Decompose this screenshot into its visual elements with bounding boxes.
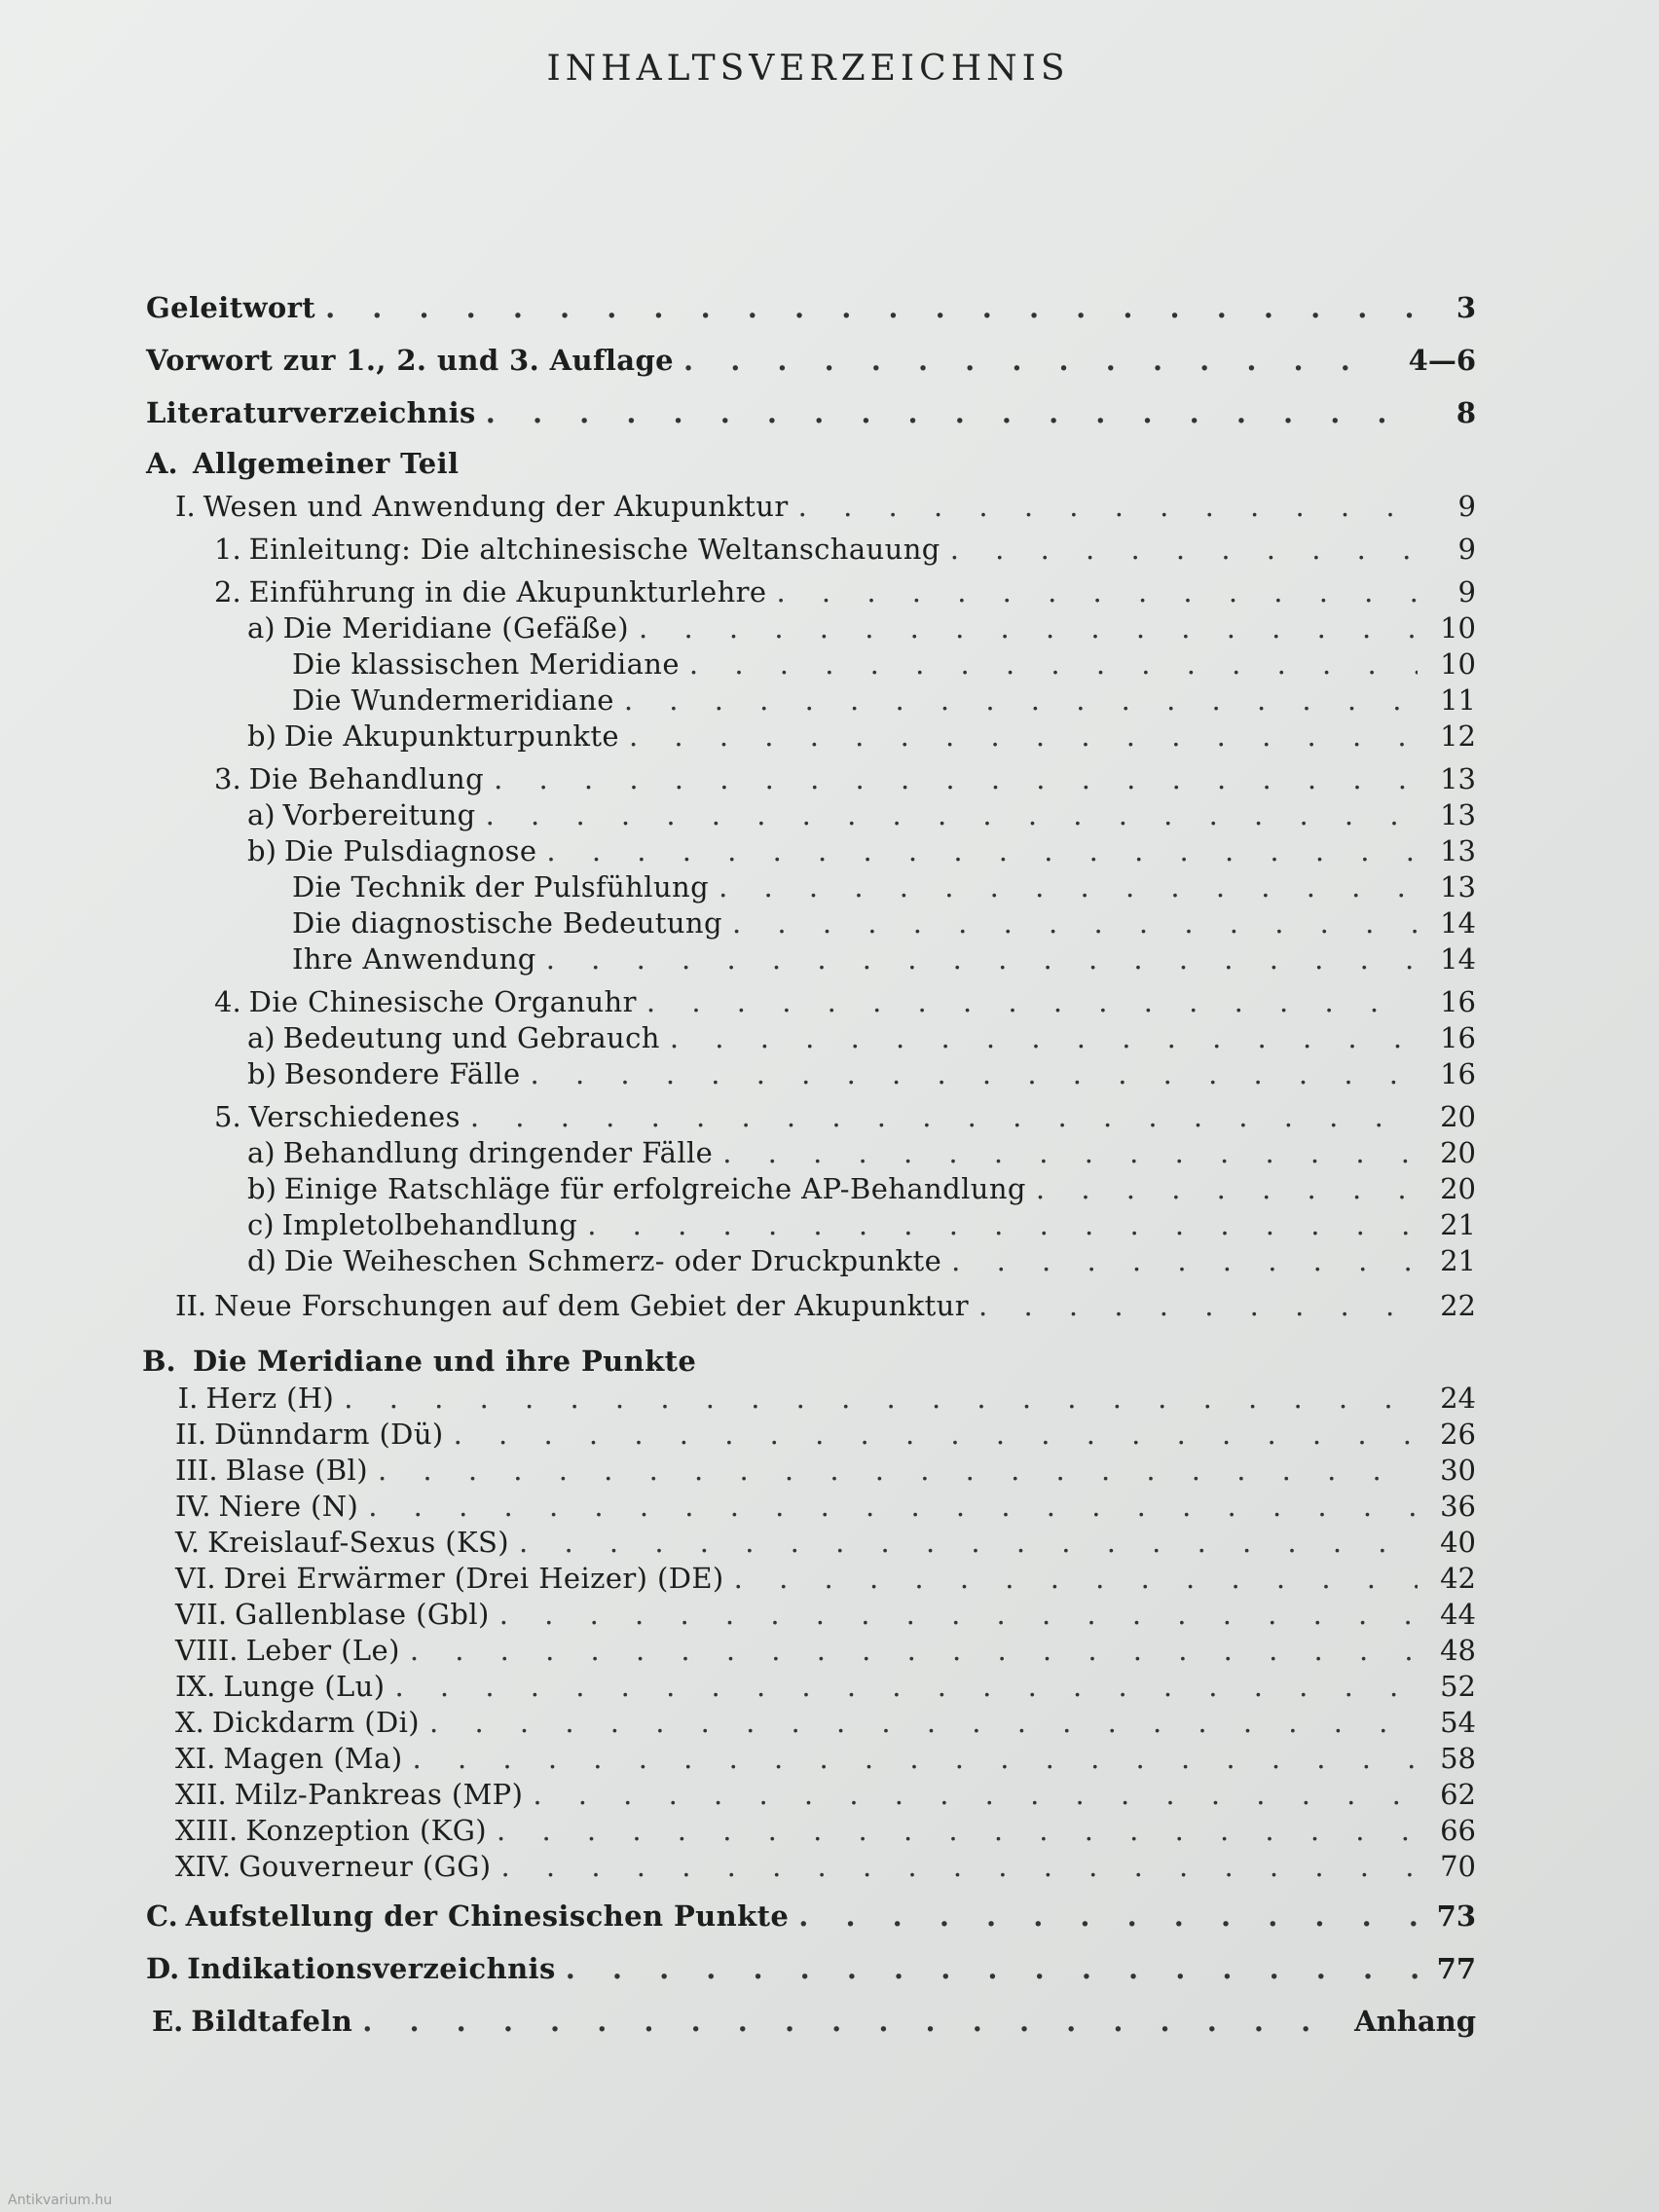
toc-entry-number: 3.: [214, 762, 241, 795]
toc-entry-number: IX.: [175, 1670, 216, 1703]
leader-dots: [777, 574, 1419, 609]
toc-entry-number: b): [247, 1057, 276, 1090]
toc-entry-label: Niere (N): [218, 1490, 359, 1523]
toc-entry: [0, 1243, 1476, 1278]
toc-entry: [0, 1561, 1476, 1596]
toc-entry-vorwort: [0, 343, 1476, 378]
toc-entry-label: Die Meridiane (Gefäße): [282, 611, 630, 645]
leader-dots: [394, 1669, 1418, 1704]
toc-entry-page: 36: [1440, 1490, 1476, 1523]
leader-dots: [1036, 1171, 1418, 1206]
toc-entry-page: 12: [1440, 719, 1476, 753]
toc-section-a: [0, 446, 1476, 481]
toc-entry-number: 5.: [214, 1100, 241, 1133]
toc-entry-label: Verschiedenes: [248, 1100, 461, 1133]
watermark: Antikvarium.hu: [8, 2193, 113, 2208]
toc-entry: [0, 1056, 1476, 1091]
leader-dots: [734, 1561, 1418, 1596]
toc-entry-page: 8: [1456, 396, 1476, 429]
toc-entry: [0, 719, 1476, 754]
toc-entry: [0, 1597, 1476, 1632]
toc-entry-page: 3: [1456, 291, 1476, 324]
toc-entry-label: Die Weiheschen Schmerz- oder Druckpunkte: [283, 1244, 942, 1277]
toc-entry: [0, 1669, 1476, 1704]
toc-entry-page: 4—6: [1408, 344, 1476, 377]
toc-entry-number: XIV.: [175, 1850, 232, 1883]
toc-entry-label: Gallenblase (Gbl): [235, 1598, 490, 1631]
leader-dots: [362, 2004, 1345, 2039]
toc-entry-page: 26: [1440, 1418, 1476, 1451]
toc-section-e: [0, 2004, 1476, 2039]
toc-entry-label: Die klassischen Meridiane: [292, 647, 680, 681]
leader-dots: [950, 532, 1418, 567]
toc-entry-page: 13: [1440, 834, 1476, 867]
toc-entry-label: Einige Ratschläge für erfolgreiche AP-Behandlung: [283, 1172, 1026, 1205]
toc-entry-number: I.: [177, 1382, 199, 1415]
toc-entry-number: III.: [175, 1454, 218, 1487]
leader-dots: [344, 1381, 1418, 1416]
toc-entry: [0, 1381, 1476, 1416]
toc-entry-number: d): [247, 1244, 276, 1277]
toc-entry-geleitwort: [0, 290, 1476, 325]
toc-entry-page: 73: [1436, 1899, 1476, 1933]
leader-dots: [413, 1741, 1418, 1776]
toc-entry: [0, 761, 1476, 796]
toc-entry-label: Wesen und Anwendung der Akupunktur: [203, 490, 789, 523]
toc-entry: [0, 1288, 1476, 1323]
toc-entry-label: Einleitung: Die altchinesische Weltanschauung: [248, 533, 940, 566]
toc-entry-label: Dünndarm (Dü): [214, 1418, 444, 1451]
toc-entry: [0, 1489, 1476, 1524]
leader-dots: [683, 343, 1379, 378]
toc-entry-label: Die Technik der Pulsfühlung: [292, 870, 710, 903]
toc-entry-page: 62: [1440, 1778, 1476, 1811]
leader-dots: [533, 1777, 1418, 1812]
toc-entry-page: 22: [1440, 1289, 1476, 1322]
toc-entry: [0, 610, 1476, 645]
leader-dots: [325, 290, 1418, 325]
toc-entry-page: 14: [1440, 906, 1476, 940]
toc-entry: [0, 1020, 1476, 1055]
toc-entry-label: Bildtafeln: [191, 2005, 353, 2038]
toc-entry: [0, 941, 1476, 977]
toc-entry-page: 24: [1440, 1382, 1476, 1415]
toc-entry-number: IV.: [175, 1490, 211, 1523]
leader-dots: [624, 682, 1418, 718]
toc-entry-page: 20: [1440, 1172, 1476, 1205]
toc-entry: [0, 1417, 1476, 1452]
toc-entry-label: Die Meridiane und ihre Punkte: [193, 1345, 697, 1378]
toc-entry-number: a): [247, 1021, 276, 1054]
toc-entry-page: 14: [1440, 942, 1476, 976]
toc-entry: [0, 1135, 1476, 1170]
toc-entry: [0, 1849, 1476, 1884]
toc-entry-label: Dickdarm (Di): [211, 1706, 421, 1739]
toc-entry-label: Milz-Pankreas (MP): [234, 1778, 524, 1811]
leader-dots: [378, 1453, 1418, 1488]
toc-entry-label: Literaturverzeichnis: [146, 396, 476, 429]
toc-entry-number: X.: [175, 1706, 204, 1739]
toc-entry-page: 70: [1440, 1850, 1476, 1883]
toc-entry-page: Anhang: [1354, 2005, 1476, 2038]
toc-entry-number: b): [247, 719, 276, 753]
toc-entry-label: Leber (Le): [245, 1634, 400, 1667]
toc-entry: [0, 1633, 1476, 1668]
toc-entry-page: 13: [1440, 870, 1476, 903]
leader-dots: [410, 1633, 1418, 1668]
toc-entry-label: Die Behandlung: [248, 762, 485, 795]
toc-entry-number: V.: [175, 1526, 201, 1559]
leader-dots: [629, 719, 1418, 754]
toc-entry-number: VIII.: [175, 1634, 239, 1667]
toc-entry: [0, 905, 1476, 940]
toc-section-d: [0, 1951, 1476, 1986]
toc-entry-label: Aufstellung der Chinesischen Punkte: [185, 1899, 790, 1933]
toc-entry: [0, 574, 1476, 609]
leader-dots: [566, 1951, 1418, 1986]
toc-entry-page: 16: [1440, 985, 1476, 1018]
toc-entry-label: Allgemeiner Teil: [193, 447, 460, 480]
toc-entry-number: b): [247, 1172, 276, 1205]
toc-entry-label: Vorbereitung: [282, 798, 476, 831]
toc-entry-page: 54: [1440, 1706, 1476, 1739]
toc-entry: [0, 1705, 1476, 1740]
toc-entry-label: Behandlung dringender Fälle: [282, 1136, 714, 1169]
leader-dots: [531, 1056, 1418, 1091]
leader-dots: [546, 833, 1418, 868]
toc-entry-label: Die diagnostische Bedeutung: [292, 906, 722, 940]
toc-entry-number: II.: [175, 1289, 207, 1322]
toc-entry: [0, 984, 1476, 1019]
toc-entry-number: XI.: [175, 1742, 216, 1775]
leader-dots: [639, 610, 1418, 645]
leader-dots: [951, 1243, 1418, 1278]
leader-dots: [497, 1813, 1418, 1848]
leader-dots: [722, 1135, 1418, 1170]
toc-entry-number: b): [247, 834, 276, 867]
leader-dots: [486, 797, 1418, 832]
leader-dots: [500, 1849, 1418, 1884]
leader-dots: [670, 1020, 1418, 1055]
toc-entry: [0, 532, 1476, 567]
leader-dots: [689, 646, 1418, 682]
toc-entry-number: XII.: [175, 1778, 227, 1811]
toc-entry-label: Vorwort zur 1., 2. und 3. Auflage: [146, 344, 675, 377]
toc-entry-number: a): [247, 611, 276, 645]
toc-entry: [0, 833, 1476, 868]
toc-entry-number: C.: [146, 1899, 178, 1933]
toc-entry-label: Gouverneur (GG): [239, 1850, 492, 1883]
toc-entry-number: E.: [152, 2005, 184, 2038]
toc-entry-label: Konzeption (KG): [245, 1814, 488, 1847]
toc-entry-page: 9: [1457, 490, 1476, 523]
toc-entry-label: Impletolbehandlung: [281, 1208, 578, 1241]
toc-entry-label: Blase (Bl): [225, 1454, 368, 1487]
toc-entry-page: 9: [1457, 575, 1476, 608]
toc-entry: [0, 1525, 1476, 1560]
leader-dots: [732, 905, 1418, 940]
toc-entry: [0, 489, 1476, 524]
toc-entry-label: Die Wundermeridiane: [292, 683, 614, 717]
page-title: INHALTSVERZEICHNIS: [546, 49, 1070, 89]
toc-entry-label: Die Akupunkturpunkte: [283, 719, 619, 753]
toc-entry-label: Herz (H): [205, 1382, 335, 1415]
toc-entry-number: B.: [142, 1345, 176, 1378]
toc-entry-page: 52: [1440, 1670, 1476, 1703]
leader-dots: [519, 1525, 1418, 1560]
toc-entry-number: D.: [146, 1952, 180, 1985]
toc-entry: [0, 682, 1476, 718]
toc-entry-label: Bedeutung und Gebrauch: [282, 1021, 660, 1054]
toc-entry-number: VI.: [175, 1562, 216, 1595]
leader-dots: [646, 984, 1418, 1019]
toc-entry-page: 42: [1440, 1562, 1476, 1595]
toc-entry-label: Kreislauf-Sexus (KS): [207, 1526, 510, 1559]
toc-entry: [0, 869, 1476, 904]
toc-entry-page: 20: [1440, 1136, 1476, 1169]
toc-entry-page: 44: [1440, 1598, 1476, 1631]
leader-dots: [719, 869, 1418, 904]
toc-entry-page: 10: [1440, 611, 1476, 645]
toc-entry-number: A.: [146, 447, 178, 480]
leader-dots: [486, 395, 1418, 430]
toc-entry-page: 20: [1440, 1100, 1476, 1133]
toc-entry-page: 77: [1436, 1952, 1476, 1985]
toc-entry: [0, 1741, 1476, 1776]
toc-entry: [0, 1813, 1476, 1848]
toc-entry-page: 9: [1457, 533, 1476, 566]
toc-entry-page: 10: [1440, 647, 1476, 681]
toc-entry-label: Magen (Ma): [223, 1742, 403, 1775]
leader-dots: [368, 1489, 1418, 1524]
toc-entry-page: 11: [1440, 683, 1476, 717]
leader-dots: [798, 489, 1418, 524]
leader-dots: [546, 941, 1418, 977]
toc-entry-label: Die Chinesische Organuhr: [248, 985, 637, 1018]
toc-entry-page: 13: [1440, 762, 1476, 795]
toc-entry: [0, 1207, 1476, 1242]
toc-entry-number: XIII.: [175, 1814, 239, 1847]
toc-entry-label: Geleitwort: [146, 291, 316, 324]
toc-entry: [0, 1453, 1476, 1488]
leader-dots: [499, 1597, 1418, 1632]
toc-entry-page: 58: [1440, 1742, 1476, 1775]
leader-dots: [470, 1099, 1418, 1134]
toc-entry: [0, 797, 1476, 832]
leader-dots: [587, 1207, 1418, 1242]
toc-entry-page: 40: [1440, 1526, 1476, 1559]
toc-entry-page: 66: [1440, 1814, 1476, 1847]
toc-section-c: [0, 1899, 1476, 1934]
toc-entry: [0, 1777, 1476, 1812]
toc-entry-number: 2.: [214, 575, 241, 608]
leader-dots: [454, 1417, 1418, 1452]
toc-entry-number: 1.: [214, 533, 241, 566]
leader-dots: [978, 1288, 1418, 1323]
toc-entry-number: I.: [175, 490, 196, 523]
toc-entry-label: Drei Erwärmer (Drei Heizer) (DE): [223, 1562, 724, 1595]
toc-entry-literatur: [0, 395, 1476, 430]
toc-entry-page: 48: [1440, 1634, 1476, 1667]
toc-entry-page: 16: [1440, 1021, 1476, 1054]
toc-entry: [0, 1171, 1476, 1206]
toc-entry-label: Neue Forschungen auf dem Gebiet der Akupunktur: [214, 1289, 970, 1322]
toc-entry-number: II.: [175, 1418, 207, 1451]
leader-dots: [429, 1705, 1418, 1740]
toc-entry-label: Die Pulsdiagnose: [283, 834, 537, 867]
toc-entry-page: 21: [1440, 1208, 1476, 1241]
toc-entry: [0, 646, 1476, 682]
toc-entry-page: 30: [1440, 1454, 1476, 1487]
toc-entry-label: Ihre Anwendung: [292, 942, 536, 976]
toc-entry-number: c): [247, 1208, 275, 1241]
leader-dots: [798, 1899, 1418, 1934]
leader-dots: [494, 761, 1418, 796]
toc-entry-number: a): [247, 1136, 276, 1169]
toc-entry-label: Einführung in die Akupunkturlehre: [248, 575, 767, 608]
toc-section-b: [0, 1344, 1476, 1379]
toc-entry-number: VII.: [175, 1598, 228, 1631]
toc-entry: [0, 1099, 1476, 1134]
toc-entry-page: 16: [1440, 1057, 1476, 1090]
toc-entry-number: a): [247, 798, 276, 831]
toc-entry-number: 4.: [214, 985, 241, 1018]
toc-entry-page: 21: [1440, 1244, 1476, 1277]
toc-entry-label: Lunge (Lu): [223, 1670, 386, 1703]
toc-entry-label: Besondere Fälle: [283, 1057, 521, 1090]
toc-entry-page: 13: [1440, 798, 1476, 831]
toc-entry-label: Indikationsverzeichnis: [187, 1952, 556, 1985]
